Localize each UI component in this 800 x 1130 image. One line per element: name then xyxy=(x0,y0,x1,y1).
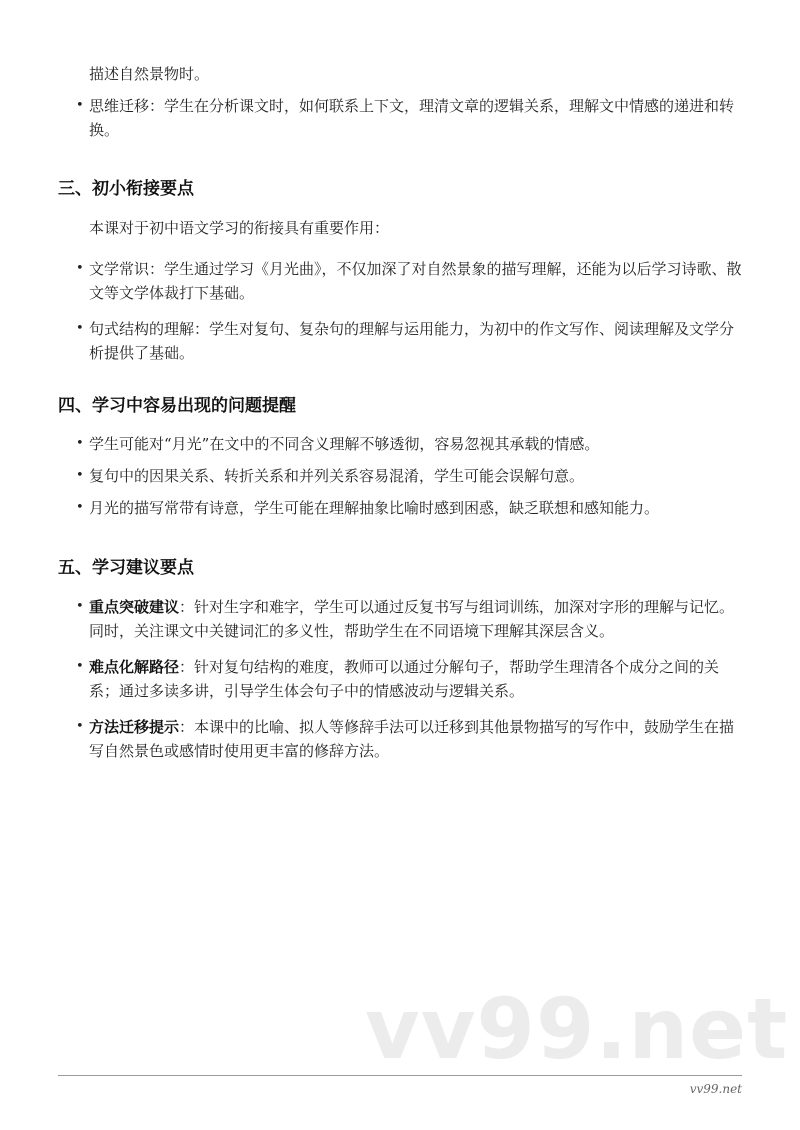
item-text: 复句中的因果关系、转折关系和并列关系容易混淆，学生可能会误解句意。 xyxy=(89,467,585,485)
list-item xyxy=(76,715,746,763)
section-heading-3: 三、初小衔接要点 xyxy=(58,179,194,199)
list-item xyxy=(76,655,746,703)
item-text: 思维迁移：学生在分析课文时，如何联系上下文，理清文章的逻辑关系，理解文中情感的递进和转换。 xyxy=(89,97,735,139)
footer-divider xyxy=(58,1075,742,1076)
item-bold: 方法迁移提示 xyxy=(89,718,180,736)
section-heading-4: 四、学习中容易出现的问题提醒 xyxy=(58,396,296,416)
continued-text: 描述自然景物时。 xyxy=(89,65,210,83)
item-text: ：本课中的比喻、拟人等修辞手法可以迁移到其他景物描写的写作中，鼓励学生在描写自然景色或感情时使用更丰富的修辞方法。 xyxy=(89,718,735,760)
item-text: 文学常识：学生通过学习《月光曲》，不仅加深了对自然景象的描写理解，还能为以后学习诗歌、散文等文学体裁打下基础。 xyxy=(89,260,742,302)
list-item xyxy=(76,94,746,142)
item-text: ：针对生字和难字，学生可以通过反复书写与组词训练，加深对字形的理解与记忆。同时，关注课文中关键词汇的多义性，帮助学生在不同语境下理解其深层含义。 xyxy=(89,598,735,640)
bullet-icon: • xyxy=(76,98,84,113)
bullet-list-section-4 xyxy=(76,432,746,520)
bullet-icon: • xyxy=(76,436,84,451)
bullet-list-top xyxy=(76,94,746,142)
bullet-icon: • xyxy=(76,321,84,336)
bullet-icon: • xyxy=(76,659,84,674)
item-bold: 重点突破建议 xyxy=(89,598,180,616)
watermark: vv99.net xyxy=(365,980,789,1078)
section-intro-3: 本课对于初中语文学习的衔接具有重要作用： xyxy=(89,219,390,237)
bullet-list-section-5 xyxy=(76,595,746,763)
bullet-list-section-3 xyxy=(76,257,746,365)
bullet-icon: • xyxy=(76,468,84,483)
item-bold: 难点化解路径 xyxy=(89,658,180,676)
list-item xyxy=(76,257,746,305)
item-text: 句式结构的理解：学生对复句、复杂句的理解与运用能力，为初中的作文写作、阅读理解及文学分析提供了基础。 xyxy=(89,320,735,362)
item-text: 月光的描写常带有诗意，学生可能在理解抽象比喻时感到困惑，缺乏联想和感知能力。 xyxy=(89,499,660,517)
bullet-icon: • xyxy=(76,719,84,734)
list-item xyxy=(76,464,746,488)
item-text: ：针对复句结构的难度，教师可以通过分解句子，帮助学生理清各个成分之间的关系；通过多读多讲，引导学生体会句子中的情感波动与逻辑关系。 xyxy=(89,658,720,700)
footer-site-label: vv99.net xyxy=(689,1082,742,1096)
bullet-icon: • xyxy=(76,500,84,515)
list-item xyxy=(76,595,746,643)
bullet-icon: • xyxy=(76,261,84,276)
list-item xyxy=(76,317,746,365)
list-item xyxy=(76,432,746,456)
list-item xyxy=(76,496,746,520)
section-heading-5: 五、学习建议要点 xyxy=(58,558,194,578)
bullet-icon: • xyxy=(76,599,84,614)
item-text: 学生可能对“月光”在文中的不同含义理解不够透彻，容易忽视其承载的情感。 xyxy=(89,435,600,453)
